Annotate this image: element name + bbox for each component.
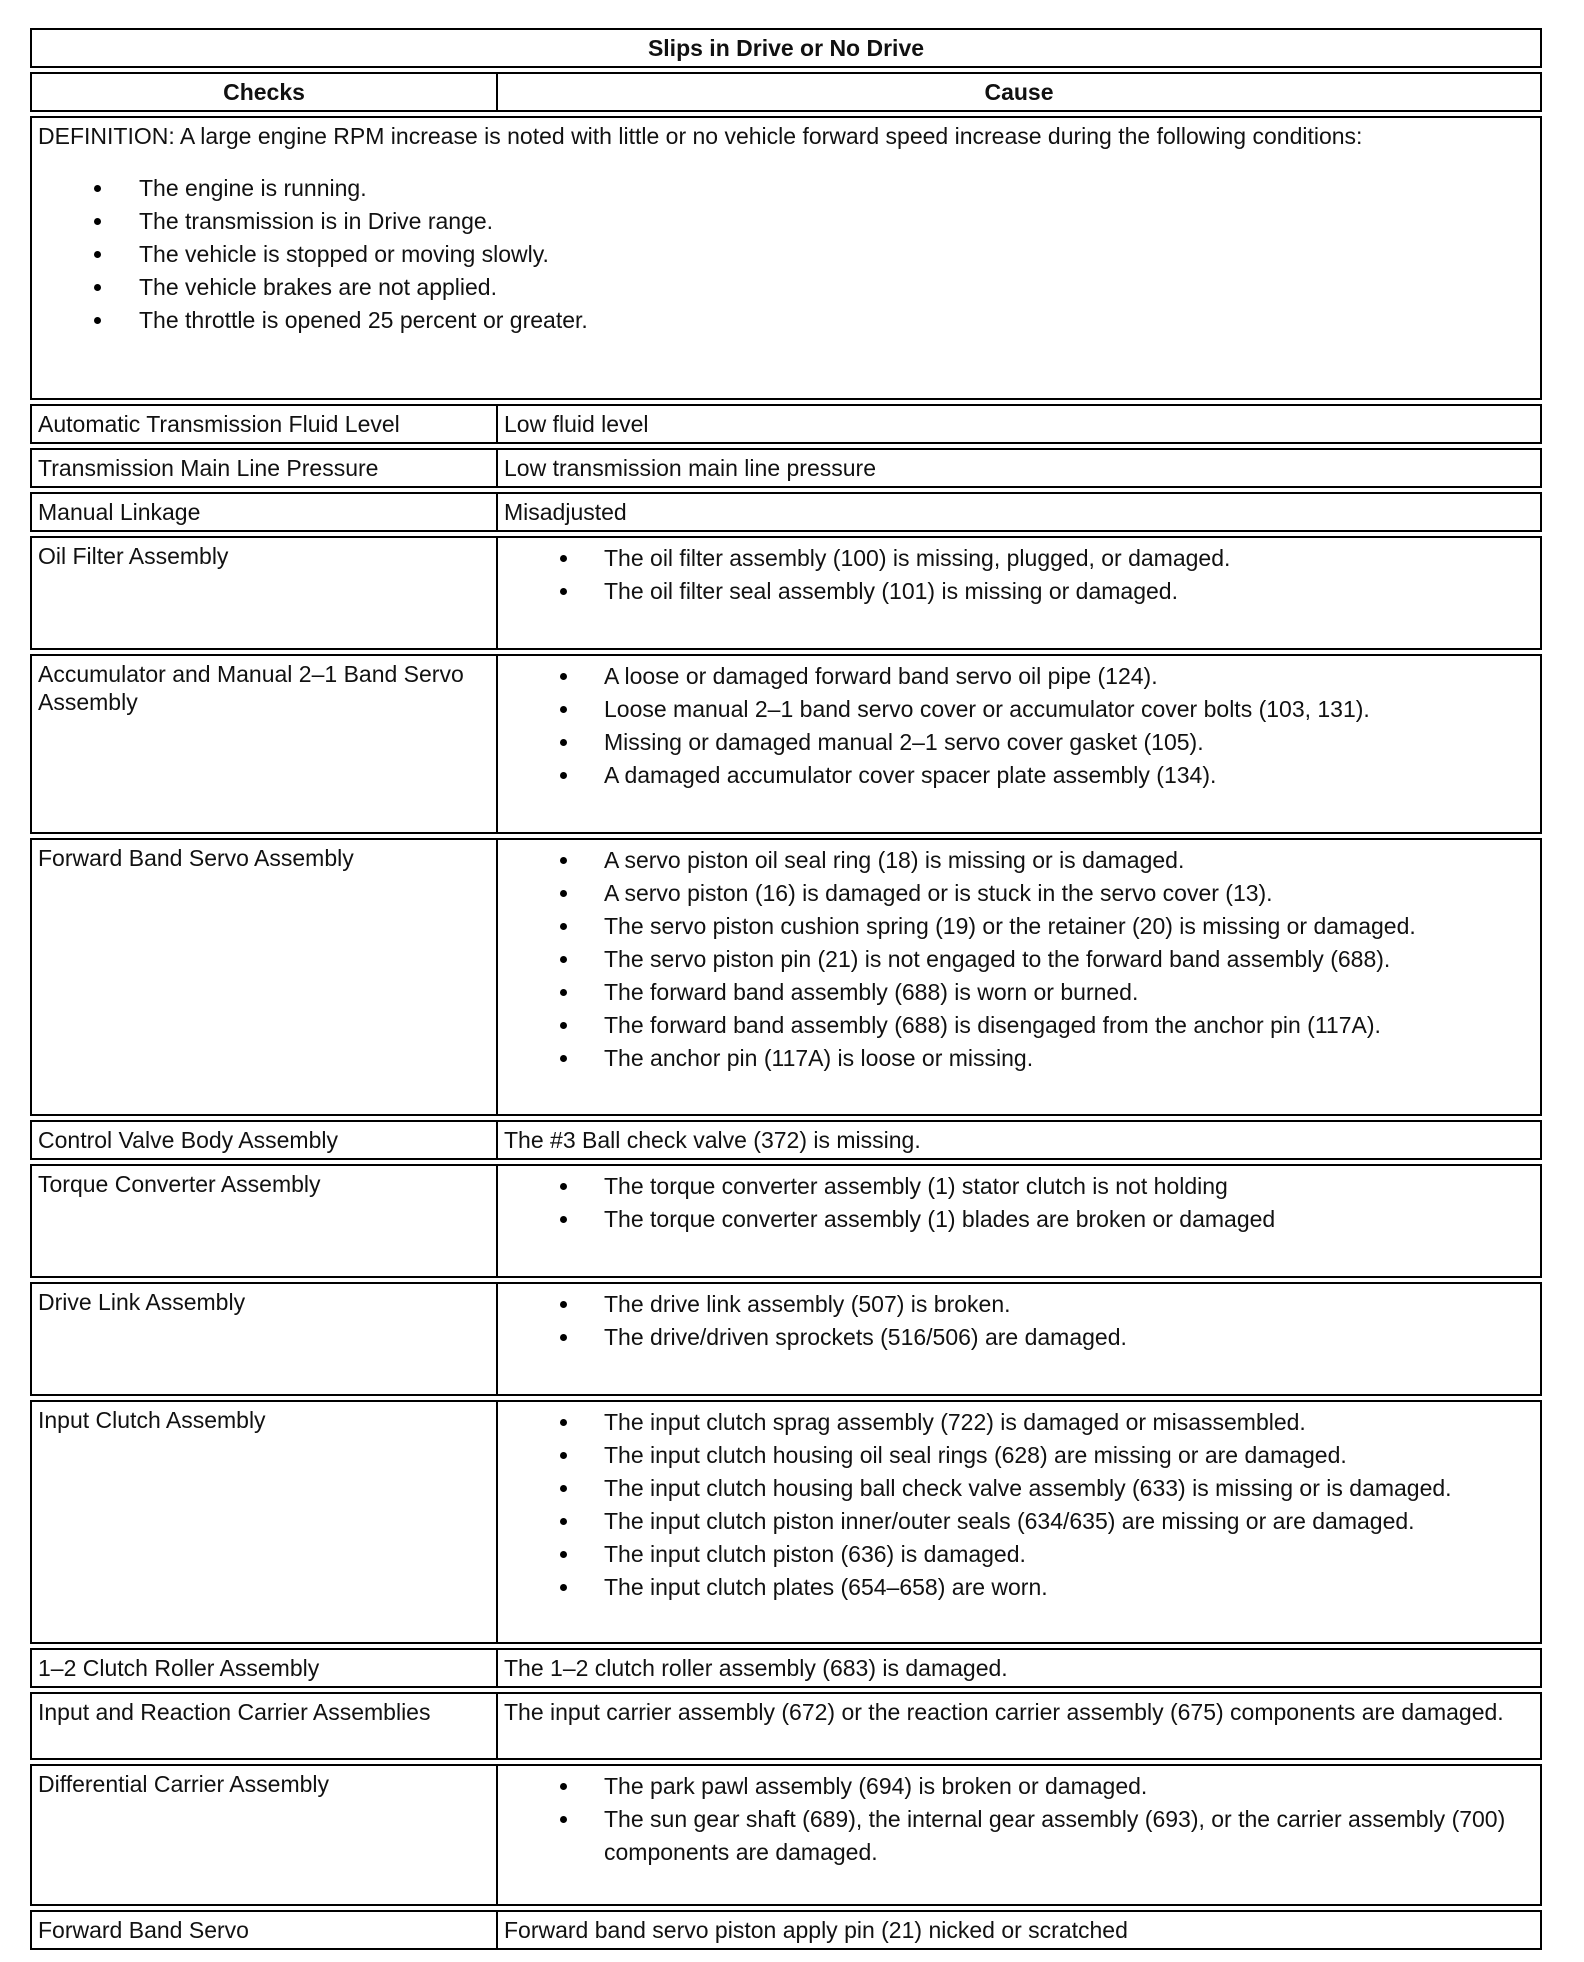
definition-conditions (38, 172, 1534, 337)
header-cause: Cause (496, 72, 1542, 112)
table-row (30, 536, 1542, 650)
definition-cell (30, 116, 1542, 400)
table-row (30, 654, 1542, 834)
definition-row (30, 116, 1542, 400)
check-cell: Accumulator and Manual 2–1 Band Servo Assembly (30, 654, 496, 834)
cause-list (504, 1288, 1534, 1354)
check-cell: Forward Band Servo (30, 1910, 496, 1950)
cause-item: The drive/driven sprockets (516/506) are damaged. (504, 1321, 1534, 1354)
definition-condition: The engine is running. (38, 172, 1534, 205)
cause-item: The servo piston cushion spring (19) or the retainer (20) is missing or damaged. (504, 910, 1534, 943)
cause-item: Missing or damaged manual 2–1 servo cover gasket (105). (504, 726, 1534, 759)
cause-list (504, 1770, 1534, 1869)
cause-item: The drive link assembly (507) is broken. (504, 1288, 1534, 1321)
table-row (30, 1282, 1542, 1396)
table-title: Slips in Drive or No Drive (30, 28, 1542, 68)
cause-item: The input clutch housing ball check valve assembly (633) is missing or is damaged. (504, 1472, 1534, 1505)
cause-item: The torque converter assembly (1) blades are broken or damaged (504, 1203, 1534, 1236)
check-cell: 1–2 Clutch Roller Assembly (30, 1648, 496, 1688)
table-row (30, 492, 1542, 532)
check-cell: Manual Linkage (30, 492, 496, 532)
cause-cell: The 1–2 clutch roller assembly (683) is damaged. (496, 1648, 1542, 1688)
cause-item: A servo piston oil seal ring (18) is missing or is damaged. (504, 844, 1534, 877)
check-cell: Input Clutch Assembly (30, 1400, 496, 1644)
header-row (30, 72, 1542, 112)
table-row (30, 1120, 1542, 1160)
cause-cell: Low transmission main line pressure (496, 448, 1542, 488)
cause-item: The input clutch piston (636) is damaged. (504, 1538, 1534, 1571)
table-row (30, 1910, 1542, 1950)
table-row (30, 1400, 1542, 1644)
cause-item: A loose or damaged forward band servo oil pipe (124). (504, 660, 1534, 693)
check-cell: Drive Link Assembly (30, 1282, 496, 1396)
cause-cell: The #3 Ball check valve (372) is missing. (496, 1120, 1542, 1160)
check-cell: Forward Band Servo Assembly (30, 838, 496, 1116)
cause-item: A damaged accumulator cover spacer plate assembly (134). (504, 759, 1534, 792)
table-row (30, 404, 1542, 444)
title-row (30, 28, 1542, 68)
cause-item: The park pawl assembly (694) is broken or damaged. (504, 1770, 1534, 1803)
cause-item: The input clutch sprag assembly (722) is damaged or misassembled. (504, 1406, 1534, 1439)
cause-cell: Forward band servo piston apply pin (21) nicked or scratched (496, 1910, 1542, 1950)
table-row (30, 448, 1542, 488)
table-row (30, 1164, 1542, 1278)
cause-item: The input clutch plates (654–658) are worn. (504, 1571, 1534, 1604)
check-cell: Oil Filter Assembly (30, 536, 496, 650)
definition-condition: The vehicle is stopped or moving slowly. (38, 238, 1534, 271)
cause-item: The input clutch piston inner/outer seals (634/635) are missing or are damaged. (504, 1505, 1534, 1538)
cause-list (504, 660, 1534, 792)
table-row (30, 1648, 1542, 1688)
check-cell: Control Valve Body Assembly (30, 1120, 496, 1160)
definition-condition: The transmission is in Drive range. (38, 205, 1534, 238)
cause-cell (496, 1282, 1542, 1396)
definition-condition: The vehicle brakes are not applied. (38, 271, 1534, 304)
diagnostic-page (30, 28, 1542, 1954)
cause-list (504, 542, 1534, 608)
cause-item: The forward band assembly (688) is disengaged from the anchor pin (117A). (504, 1009, 1534, 1042)
cause-cell: Low fluid level (496, 404, 1542, 444)
cause-list (504, 1406, 1534, 1604)
cause-cell (496, 536, 1542, 650)
cause-cell (496, 838, 1542, 1116)
table-body (30, 28, 1542, 1950)
cause-item: A servo piston (16) is damaged or is stuck in the servo cover (13). (504, 877, 1534, 910)
cause-cell (496, 1164, 1542, 1278)
cause-item: The input clutch housing oil seal rings (628) are missing or are damaged. (504, 1439, 1534, 1472)
cause-item: The oil filter seal assembly (101) is missing or damaged. (504, 575, 1534, 608)
table-row (30, 1764, 1542, 1906)
cause-item: The anchor pin (117A) is loose or missing. (504, 1042, 1534, 1075)
check-cell: Input and Reaction Carrier Assemblies (30, 1692, 496, 1760)
cause-cell: Misadjusted (496, 492, 1542, 532)
check-cell: Differential Carrier Assembly (30, 1764, 496, 1906)
definition-condition: The throttle is opened 25 percent or greater. (38, 304, 1534, 337)
cause-item: The oil filter assembly (100) is missing, plugged, or damaged. (504, 542, 1534, 575)
diagnostic-table (30, 24, 1542, 1954)
definition-text: DEFINITION: A large engine RPM increase is noted with little or no vehicle forward speed increase during the following conditions: (38, 123, 1363, 149)
cause-item: The forward band assembly (688) is worn or burned. (504, 976, 1534, 1009)
table-row (30, 1692, 1542, 1760)
cause-list (504, 1170, 1534, 1236)
check-cell: Transmission Main Line Pressure (30, 448, 496, 488)
cause-cell (496, 654, 1542, 834)
cause-cell (496, 1764, 1542, 1906)
cause-list (504, 844, 1534, 1075)
table-row (30, 838, 1542, 1116)
cause-item: The servo piston pin (21) is not engaged to the forward band assembly (688). (504, 943, 1534, 976)
cause-item: The torque converter assembly (1) stator clutch is not holding (504, 1170, 1534, 1203)
check-cell: Automatic Transmission Fluid Level (30, 404, 496, 444)
check-cell: Torque Converter Assembly (30, 1164, 496, 1278)
cause-cell: The input carrier assembly (672) or the reaction carrier assembly (675) components are damaged. (496, 1692, 1542, 1760)
cause-cell (496, 1400, 1542, 1644)
header-checks: Checks (30, 72, 496, 112)
cause-item: Loose manual 2–1 band servo cover or accumulator cover bolts (103, 131). (504, 693, 1534, 726)
cause-item: The sun gear shaft (689), the internal gear assembly (693), or the carrier assembly (700) components are damaged. (504, 1803, 1534, 1869)
